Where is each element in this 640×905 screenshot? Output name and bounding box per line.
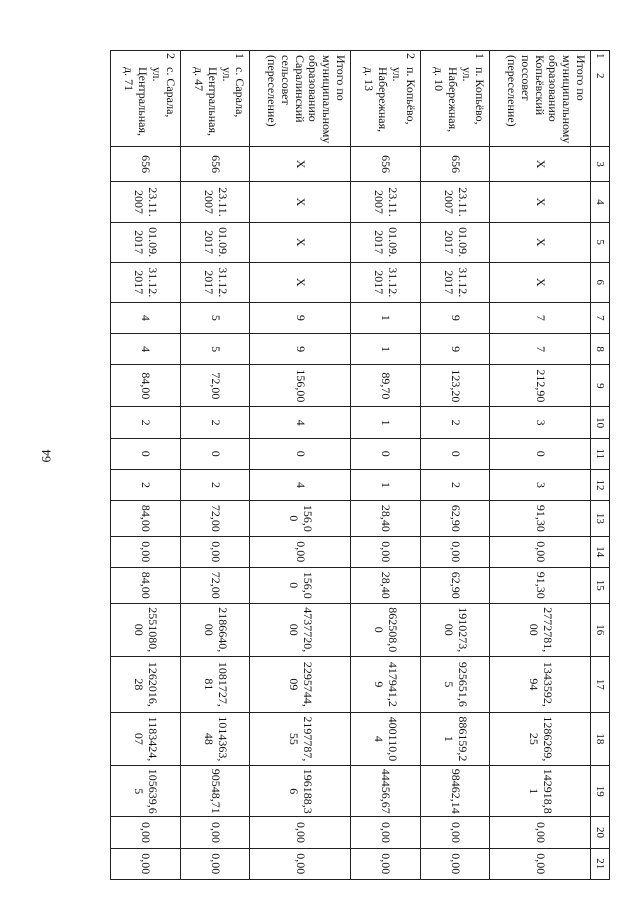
row-name-cell [111, 51, 181, 147]
data-cell: 2295744,09 [250, 656, 351, 712]
row-name-cell [351, 51, 421, 147]
row-name-cell [420, 51, 490, 147]
column-number-cell: 18 [591, 712, 610, 765]
data-cell: 28,40 [351, 567, 421, 603]
data-cell: Х [250, 182, 351, 222]
total-row [490, 51, 591, 880]
data-cell: 2197787,55 [250, 712, 351, 765]
data-cell: 1014363,48 [180, 712, 250, 765]
data-cell: 1 [351, 469, 421, 500]
data-cell: 400110,04 [351, 712, 421, 765]
row-name: с. Сарала, ул. Центральная, д. 71 [122, 67, 178, 136]
data-cell: Х [250, 262, 351, 302]
data-cell: 23.11.2007 [111, 182, 181, 222]
data-cell: 31.12.2017 [180, 262, 250, 302]
data-cell: 105639,65 [111, 766, 181, 817]
data-cell: 62,90 [420, 567, 490, 603]
data-cell: 31.12.2017 [420, 262, 490, 302]
data-cell: 28,40 [351, 501, 421, 537]
row-number: 2 [403, 53, 418, 59]
column-number-label: 2 [594, 73, 607, 79]
column-number-cell [591, 51, 610, 147]
column-number-row [591, 51, 610, 880]
data-cell: 156,00 [250, 365, 351, 407]
data-cell: 0,00 [420, 817, 490, 848]
data-cell: 9 [420, 333, 490, 364]
table-body [111, 51, 610, 880]
data-cell: 01.09.2017 [111, 222, 181, 262]
table-row [180, 51, 250, 880]
data-cell: 4737720,00 [250, 603, 351, 656]
data-cell: 4 [111, 302, 181, 333]
data-cell: 3 [490, 407, 591, 438]
data-cell: Х [490, 262, 591, 302]
data-cell: 1910273,00 [420, 603, 490, 656]
row-name: с. Сарала, ул. Центральная, д. 47 [192, 67, 248, 136]
data-cell: 72,00 [180, 501, 250, 537]
data-cell: 0,00 [180, 848, 250, 879]
data-cell: 2 [420, 407, 490, 438]
column-number-cell: 7 [591, 302, 610, 333]
data-cell: 89,70 [351, 365, 421, 407]
data-cell: 4 [111, 333, 181, 364]
data-cell: 0,00 [490, 848, 591, 879]
data-cell: 0,00 [111, 817, 181, 848]
data-cell: 72,00 [180, 567, 250, 603]
data-cell: 656 [111, 146, 181, 182]
data-cell: 01.09.2017 [351, 222, 421, 262]
data-cell: 01.09.2017 [420, 222, 490, 262]
data-cell: 2772781,00 [490, 603, 591, 656]
data-cell: 44456,67 [351, 766, 421, 817]
data-cell: 2 [111, 469, 181, 500]
data-cell: 2 [180, 469, 250, 500]
column-number-cell: 8 [591, 333, 610, 364]
data-cell: 4 [250, 407, 351, 438]
column-number-cell: 19 [591, 766, 610, 817]
data-cell: 0,00 [250, 536, 351, 567]
data-cell: 0,00 [180, 817, 250, 848]
data-cell: 123,20 [420, 365, 490, 407]
column-number-cell: 12 [591, 469, 610, 500]
data-cell: 1286269,25 [490, 712, 591, 765]
data-cell: 0,00 [420, 536, 490, 567]
data-cell: 862508,00 [351, 603, 421, 656]
data-cell: 7 [490, 302, 591, 333]
data-cell: 0,00 [250, 817, 351, 848]
column-number-cell: 14 [591, 536, 610, 567]
data-cell: 1343592,94 [490, 656, 591, 712]
data-cell: 0,00 [490, 536, 591, 567]
data-cell: 656 [180, 146, 250, 182]
data-cell: 925651,65 [420, 656, 490, 712]
column-number-cell: 4 [591, 182, 610, 222]
row-name: п. Копьёво, ул. Набережная, д. 10 [432, 67, 488, 133]
data-cell: 0,00 [180, 536, 250, 567]
data-cell: 0,00 [111, 848, 181, 879]
data-cell: 84,00 [111, 365, 181, 407]
table-row [420, 51, 490, 880]
row-name-cell: Итого по муниципальному образованию Саралинский сельсовет (переселение) [250, 51, 351, 147]
total-row [250, 51, 351, 880]
data-cell: 656 [351, 146, 421, 182]
data-cell: 1 [351, 302, 421, 333]
data-cell: 0,00 [351, 817, 421, 848]
data-cell: 886159,21 [420, 712, 490, 765]
data-cell: 2 [111, 407, 181, 438]
column-number-cell: 3 [591, 146, 610, 182]
data-cell: 62,90 [420, 501, 490, 537]
data-cell: 9 [420, 302, 490, 333]
column-number-cell: 9 [591, 365, 610, 407]
column-number-cell: 20 [591, 817, 610, 848]
data-cell: 1262016,28 [111, 656, 181, 712]
data-cell: 9 [250, 302, 351, 333]
data-cell: 2186640,00 [180, 603, 250, 656]
column-number-cell: 13 [591, 501, 610, 537]
data-cell: 0,00 [490, 817, 591, 848]
data-cell: 0,00 [111, 536, 181, 567]
data-cell: 5 [180, 333, 250, 364]
data-cell: 156,00 [250, 501, 351, 537]
rotated-table-container [110, 50, 610, 880]
column-number-cell: 21 [591, 848, 610, 879]
data-cell: 72,00 [180, 365, 250, 407]
data-cell: 0 [250, 438, 351, 469]
data-cell: 2 [420, 469, 490, 500]
data-cell: 23.11.2007 [180, 182, 250, 222]
column-number-cell: 17 [591, 656, 610, 712]
column-number-cell: 5 [591, 222, 610, 262]
data-cell: 0 [111, 438, 181, 469]
data-cell: Х [490, 222, 591, 262]
row-name-cell [180, 51, 250, 147]
data-cell: 23.11.2007 [420, 182, 490, 222]
data-cell: 9 [250, 333, 351, 364]
data-cell: 4 [250, 469, 351, 500]
resettlement-table [110, 50, 610, 880]
row-number: 1 [473, 53, 488, 59]
data-cell: 31.12.2017 [351, 262, 421, 302]
data-cell: 0,00 [351, 536, 421, 567]
table-row [111, 51, 181, 880]
data-cell: 98462,14 [420, 766, 490, 817]
data-cell: 196188,36 [250, 766, 351, 817]
data-cell: 90548,71 [180, 766, 250, 817]
data-cell: 1 [351, 407, 421, 438]
data-cell: Х [490, 182, 591, 222]
data-cell: Х [250, 222, 351, 262]
data-cell: 1081727,81 [180, 656, 250, 712]
data-cell: 1 [351, 333, 421, 364]
column-number-cell: 15 [591, 567, 610, 603]
data-cell: 2 [180, 407, 250, 438]
data-cell: 91,30 [490, 501, 591, 537]
row-number: 1 [233, 53, 248, 59]
data-cell: 3 [490, 469, 591, 500]
data-cell: 91,30 [490, 567, 591, 603]
data-cell: 01.09.2017 [180, 222, 250, 262]
column-number-label: 1 [594, 53, 607, 59]
data-cell: Х [490, 146, 591, 182]
data-cell: 7 [490, 333, 591, 364]
data-cell: 0 [420, 438, 490, 469]
data-cell: 5 [180, 302, 250, 333]
data-cell: 31.12.2017 [111, 262, 181, 302]
data-cell: 84,00 [111, 501, 181, 537]
data-cell: 0 [180, 438, 250, 469]
data-cell: 212,90 [490, 365, 591, 407]
column-number-cell: 16 [591, 603, 610, 656]
row-number: 2 [163, 53, 178, 59]
data-cell: 156,00 [250, 567, 351, 603]
data-cell: 0,00 [250, 848, 351, 879]
row-name-cell: Итого по муниципальному образованию Копьёвский поссовет (переселение) [490, 51, 591, 147]
data-cell: 23.11.2007 [351, 182, 421, 222]
column-number-cell: 6 [591, 262, 610, 302]
column-number-cell: 11 [591, 438, 610, 469]
data-cell: 0 [490, 438, 591, 469]
data-cell: 656 [420, 146, 490, 182]
table-row [351, 51, 421, 880]
column-number-cell: 10 [591, 407, 610, 438]
row-name: п. Копьёво, ул. Набережная, д. 13 [362, 67, 418, 133]
data-cell: 2551080,00 [111, 603, 181, 656]
data-cell: 142918,81 [490, 766, 591, 817]
data-cell: 0,00 [351, 848, 421, 879]
page-number: 64 [38, 449, 54, 463]
data-cell: 84,00 [111, 567, 181, 603]
data-cell: 1183424,07 [111, 712, 181, 765]
data-cell: 0 [351, 438, 421, 469]
data-cell: Х [250, 146, 351, 182]
data-cell: 417941,29 [351, 656, 421, 712]
data-cell: 0,00 [420, 848, 490, 879]
